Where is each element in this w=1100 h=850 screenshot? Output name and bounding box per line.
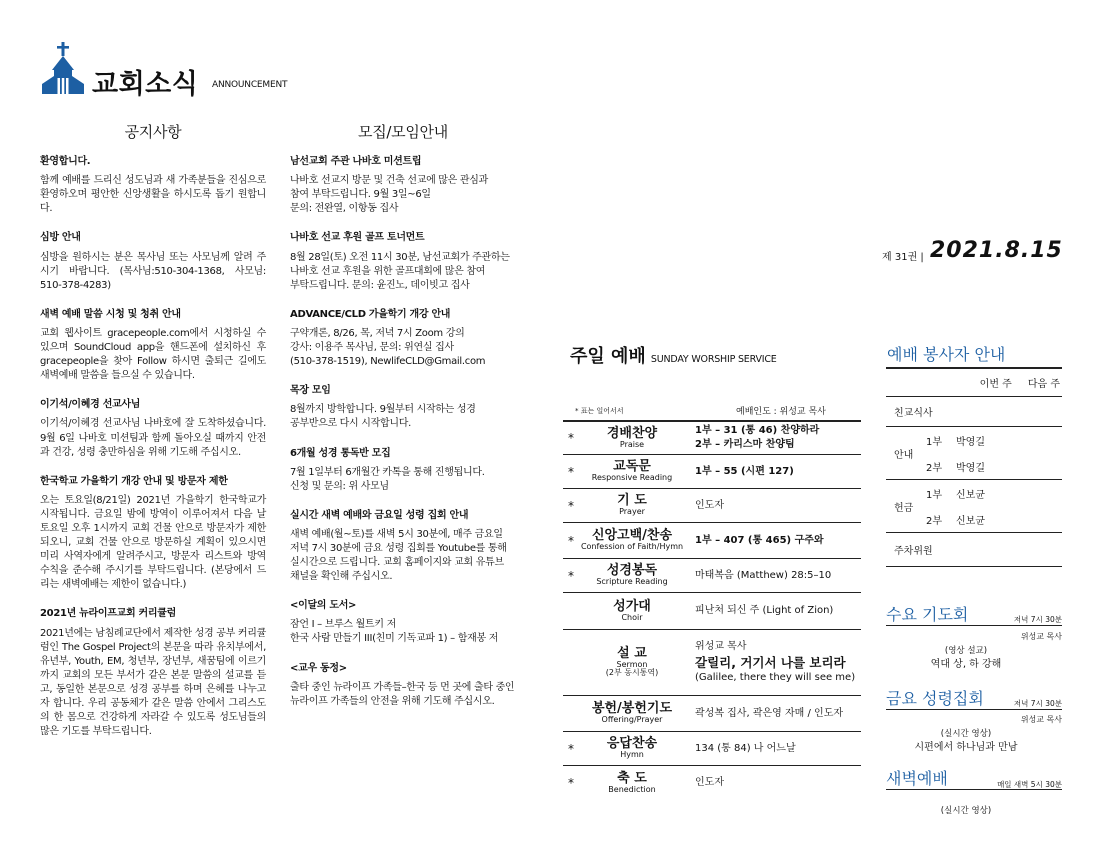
volunteer-name: 박영길 (956, 436, 985, 448)
worship-row (563, 523, 861, 559)
notice-title: 2021년 뉴라이프교회 커리큘럼 (40, 608, 176, 620)
recruit-line: 저녁 7시 30분에 금요 성령 집회를 Youtube를 통해 (290, 542, 507, 554)
worship-item-en: Prayer (619, 507, 645, 517)
worship-title (570, 342, 777, 368)
recruit-line: 참여 부탁드립니다. 9월 3일~6일 (290, 189, 431, 201)
wednesday-prayer-title: 수요 기도회 (886, 602, 1062, 626)
recruit-item (290, 447, 516, 494)
recruit-line: 공부반으로 다시 시작합니다. (290, 418, 411, 430)
recruit-line: 부탁드립니다. 문의: 윤진노, 데이빗고 집사 (290, 279, 470, 291)
friday-meeting-time: 저녁 7시 30분 (1013, 699, 1062, 708)
recruit-item (290, 384, 516, 431)
wednesday-prayer-time: 저녁 7시 30분 (1013, 615, 1062, 624)
worship-item-ko: 경배찬양 (606, 425, 658, 441)
volunteer-name: 신보균 (956, 515, 985, 527)
notices-column (40, 125, 266, 754)
worship-item-detail: 134 (통 84) 나 어느날 (695, 742, 796, 754)
standing-marker: * (568, 498, 574, 513)
church-logo-icon (40, 40, 86, 98)
worship-item-ko: 신앙고백/찬송 (591, 528, 673, 544)
usher-section (886, 427, 1062, 480)
recruit-line: 한국 사람 만들기 III(친미 기독교파 1) – 함재봉 저 (290, 633, 499, 645)
worship-item-ko: 축 도 (617, 770, 647, 786)
worship-item-detail: 곽성복 집사, 곽은영 자매 / 인도자 (695, 707, 844, 719)
notice-item (40, 475, 266, 593)
worship-row (563, 732, 861, 766)
notice-item (40, 231, 266, 292)
meeting-topic: 역대 상, 하 강해 (930, 659, 1002, 670)
worship-item-ko: 기 도 (617, 493, 647, 509)
preacher: 위성교 목사 (695, 641, 747, 652)
recruit-line: 뉴라이프 가족들의 안전을 위해 기도해 주십시오. (290, 695, 495, 707)
col-this-week: 이번 주 (979, 379, 1012, 390)
notice-item (40, 607, 266, 739)
worship-item-en: Confession of Faith/Hymn (580, 542, 684, 552)
friday-meeting-title: 금요 성령집회 (886, 686, 1062, 710)
page-subtitle: ANNOUNCEMENT (212, 80, 288, 90)
recruit-line: 8월 28일(토) 오전 11시 30분, 남선교회가 주관하는 (290, 251, 510, 263)
notice-title: 심방 안내 (40, 232, 81, 244)
friday-meeting-body (878, 727, 1054, 755)
recruit-title: 6개월 성경 통독반 모집 (290, 447, 391, 459)
volunteers-title: 예배 봉사자 안내 (887, 345, 1006, 364)
offering-section (886, 480, 1062, 533)
recruit-title: 남선교회 주관 나바호 미션트립 (290, 156, 422, 168)
offering-label: 헌금 (894, 502, 914, 514)
service-number: 2부 (926, 515, 943, 527)
meeting-format: (실시간 영상) (940, 729, 992, 739)
wednesday-speaker: 위성교 목사 (1020, 632, 1062, 641)
worship-item-detail: 인도자 (695, 777, 724, 788)
recruit-line: 문의: 전완열, 이항동 집사 (290, 203, 399, 215)
notice-title: 한국학교 가을학기 개강 안내 및 방문자 제한 (40, 475, 228, 487)
dawn-service-format: (실시간 영상) (940, 806, 992, 816)
worship-item-detail: 인도자 (695, 499, 724, 511)
recruit-line: 8월까지 방학합니다. 9월부터 시작하는 성경 (290, 404, 476, 416)
recruit-line: (510-378-1519), NewlifeCLD@Gmail.com (290, 356, 486, 368)
sermon-title-en: (Galilee, there they will see me) (695, 672, 856, 683)
standing-marker: * (568, 533, 574, 548)
volunteers-header (886, 367, 1062, 397)
recruit-line: 새벽 예배(월~토)를 새벽 5시 30분에, 매주 금요일 (290, 528, 503, 540)
recruit-item (290, 231, 516, 292)
issue-date: 2021.8.15 (930, 238, 1063, 263)
recruit-title: ADVANCE/CLD 가을학기 개강 안내 (290, 308, 451, 320)
standing-marker: * (568, 741, 574, 756)
worship-title-en: SUNDAY WORSHIP SERVICE (650, 354, 777, 365)
notice-body: 심방을 원하시는 분은 목사님 또는 사모님께 알려 주시기 바랍니다. (목사님:510-304-1368, 사모님: 510-378-4283) (40, 251, 266, 291)
worship-item-detail: 마태복음 (Matthew) 28:5–10 (695, 569, 832, 581)
meeting-topic: 시편에서 하나님과 만남 (914, 742, 1018, 753)
worship-item-en: Praise (619, 439, 645, 449)
worship-item-detail: 1부 – 407 (통 465) 구주와 (695, 534, 824, 546)
worship-item-ko: 설 교 (617, 646, 647, 662)
worship-item-en: Offering/Prayer (601, 715, 663, 725)
notice-title: 환영합니다. (40, 156, 91, 168)
worship-order-table (563, 420, 861, 800)
volunteers-table (886, 367, 1062, 567)
notice-item (40, 155, 266, 216)
recruit-line: 신청 및 문의: 위 사모님 (290, 480, 389, 492)
service-number: 1부 (926, 436, 943, 448)
worship-title-ko: 주일 예배 (570, 346, 646, 367)
worship-item-en: Benediction (608, 784, 656, 794)
service-number: 2부 (926, 462, 943, 474)
col-next-week: 다음 주 (1027, 379, 1060, 390)
recruit-item (290, 599, 516, 646)
worship-item-ko: 성경봉독 (606, 563, 658, 579)
parking-label: 주차위원 (894, 546, 933, 557)
notice-body: 이기석/이혜경 선교사님 나바호에 잘 도착하셨습니다. 9월 6일 나바호 미션팀과 함께 돌아오실 때까지 안전과 건강, 성령 충만하심을 위해 기도해 주십시오. (40, 418, 266, 458)
worship-row (563, 559, 861, 593)
recruit-item (290, 662, 516, 709)
worship-row (563, 489, 861, 523)
notice-body: 함께 예배를 드리신 성도님과 새 가족분들을 진심으로 환영하오며 평안한 신앙생활을 하시도록 돕기 원합니다. (40, 175, 266, 215)
recruit-heading: 모집/모임안내 (358, 123, 448, 141)
recruit-line: 구약개론, 8/26, 목, 저녁 7시 Zoom 강의 (290, 327, 465, 339)
recruit-line: 나바호 선교지 방문 및 건축 선교에 많은 관심과 (290, 175, 488, 187)
recruit-line: 나바호 선교 후원을 위한 골프대회에 많은 참여 (290, 265, 486, 277)
recruit-line: 출타 중인 뉴라이프 가족들–한국 등 먼 곳에 출타 중인 (290, 681, 515, 693)
worship-item-detail: 2부 – 카리스마 찬양팀 (695, 439, 795, 450)
meeting-format: (영상 설교) (944, 646, 988, 656)
recruit-title: <교우 동정> (290, 662, 347, 674)
worship-item-ko: 성가대 (613, 598, 651, 614)
worship-row (563, 630, 861, 696)
standing-marker: * (568, 431, 574, 445)
recruit-item (290, 509, 516, 584)
recruit-line: 강사: 이용주 목사님, 문의: 위연실 집사 (290, 342, 454, 354)
worship-item-detail: 1부 – 55 (시편 127) (695, 465, 794, 477)
worship-item-en: Hymn (620, 750, 644, 760)
notice-title: 이기석/이혜경 선교사님 (40, 399, 141, 411)
worship-row (563, 420, 861, 455)
recruit-column (290, 125, 516, 724)
standing-marker: * (568, 776, 574, 790)
recruit-item (290, 308, 516, 369)
worship-item-ko: 응답찬송 (606, 736, 658, 752)
recruit-title: 목장 모임 (290, 385, 331, 397)
notice-body: 2021년에는 남침례교단에서 제작한 성경 공부 커리큘럼인 The Gospel Project의 본문을 따라 유치부에서, 유년부, Youth, EM, 청년부, 장년부, 새꿈팀에 이르기까지 교회의 모든 부서가 같은 본문 말씀의 설교를 듣고, 동일한 본문으로 성경 공부를 하며 은혜를 나누고자 합니다. 우리 공동체가 같은 말씀 안에서 그리스도의 한 몸으로 건강하게 자라갈 수 있도록 성도님들의 많은 기도를 부탁드립니다. (40, 627, 266, 738)
dawn-service-title: 새벽예배 (886, 766, 1062, 790)
worship-item-en: Scripture Reading (596, 577, 668, 587)
fellowship-row (886, 397, 1062, 427)
notice-body: 교회 웹사이트 gracepeople.com에서 시청하실 수 있으며 SoundCloud app을 핸드폰에 설치하신 후 gracepeople을 찾아 Follow 하시면 출퇴근 길에도 새벽예배 말씀을 들으실 수 있습니다. (40, 327, 266, 382)
notice-item (40, 398, 266, 459)
parking-row (886, 533, 1062, 567)
volume-number: 제 31권 | (882, 252, 924, 263)
usher-label: 안내 (894, 449, 914, 461)
worship-item-detail: 1부 – 31 (통 46) 찬양하라 (695, 425, 820, 436)
recruit-item (290, 155, 516, 216)
notice-item (40, 308, 266, 383)
worship-item-ko: 교독문 (613, 459, 651, 475)
friday-speaker: 위성교 목사 (1020, 715, 1062, 724)
volunteer-name: 신보균 (956, 489, 985, 501)
notice-title: 새벽 예배 말씀 시청 및 청취 안내 (40, 308, 181, 320)
dawn-service-time: 매일 새벽 5시 30분 (997, 780, 1062, 789)
volunteer-name: 박영길 (956, 462, 985, 474)
standing-marker: * (568, 464, 574, 479)
recruit-title: 실시간 새벽 예배와 금요일 성령 집회 안내 (290, 509, 469, 521)
recruit-title: <이달의 도서> (290, 600, 357, 612)
recruit-line: 실시간으로 드립니다. 교회 홈페이지와 교회 유튜브 (290, 557, 504, 569)
notices-heading: 공지사항 (124, 123, 182, 141)
recruit-title: 나바호 선교 후원 골프 토너먼트 (290, 232, 425, 244)
recruit-line: 잠언 I – 브루스 월트키 저 (290, 619, 396, 631)
worship-note: * 표는 일어서서 (575, 407, 624, 415)
worship-row (563, 766, 861, 800)
service-number: 1부 (926, 489, 943, 501)
recruit-line: 7월 1일부터 6개월간 카톡을 통해 진행됩니다. (290, 466, 485, 478)
notice-body: 오는 토요일(8/21일) 2021년 가을학기 한국학교가 시작됩니다. 금요일 밤에 방역이 이루어져서 다음 날 토요일 오후 1시까지 교회 건물 안으로 방문자가 제한되오니, 교회 건물 안으로 방문하실 계획이 있으시면 미리 사역자에게 알려주시고, 방문자 리스트와 방역 수칙을 준수해 주시기를 부탁드립니다. (본당에서 드리는 새벽예배는 제한이 없습니다.) (40, 494, 266, 591)
worship-leader: 예배인도 : 위성교 목사 (736, 407, 826, 417)
recruit-line: 채널을 확인해 주십시오. (290, 571, 393, 583)
worship-row (563, 696, 861, 732)
worship-row (563, 593, 861, 630)
worship-item-en: Responsive Reading (591, 473, 673, 483)
worship-row (563, 455, 861, 489)
worship-item-detail: 피난처 되신 주 (Light of Zion) (695, 605, 834, 616)
worship-item-en: Choir (621, 612, 643, 622)
page-title: 교회소식 (92, 69, 199, 100)
standing-marker: * (568, 568, 574, 583)
worship-item-en: Sermon (616, 659, 648, 669)
worship-item-note: (2부 동시통역) (605, 668, 659, 678)
worship-item-ko: 봉헌/봉헌기도 (591, 701, 673, 717)
fellowship-label: 친교식사 (894, 408, 933, 419)
wednesday-prayer-body (878, 644, 1054, 672)
sermon-title: 갈릴리, 거기서 나를 보리라 (695, 655, 846, 670)
